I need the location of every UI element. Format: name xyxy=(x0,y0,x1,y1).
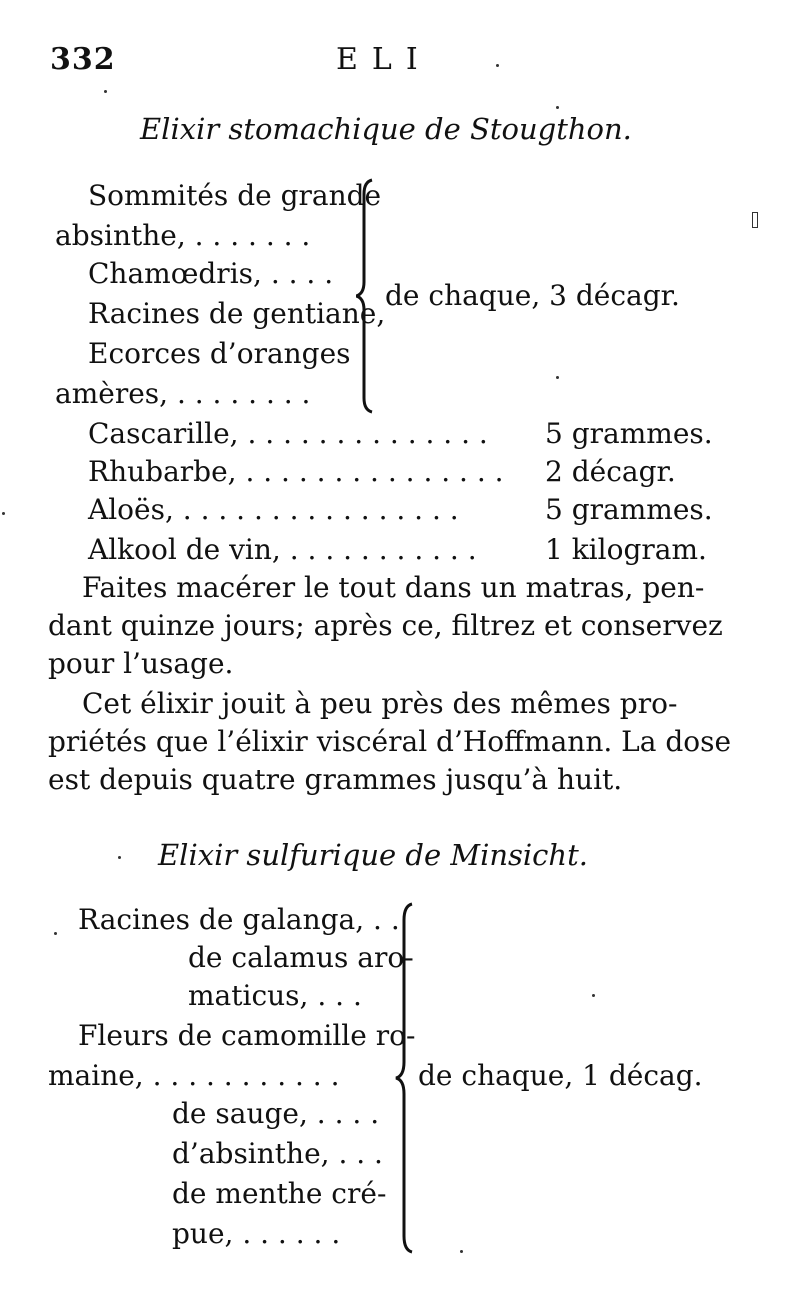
ingredient-line: Racines de gentiane, xyxy=(88,297,386,330)
group-quantity: de chaque, 3 décagr. xyxy=(385,279,680,312)
ingredient-line: Ecorces d’oranges xyxy=(88,337,351,370)
scan-speck xyxy=(2,512,5,515)
ingredient-line: maticus, . . . xyxy=(188,979,362,1012)
paragraph-line: dant quinze jours; après ce, filtrez et conservez xyxy=(48,609,723,642)
ingredient-line: pue, . . . . . . xyxy=(172,1217,341,1250)
scan-speck xyxy=(556,106,559,109)
curly-brace xyxy=(356,178,382,414)
recipe-title: Elixir stomachique de Stougthon. xyxy=(140,112,632,146)
ingredient-line: amères, . . . . . . . . xyxy=(55,377,311,410)
ingredient-line: Racines de galanga, . . xyxy=(78,903,400,936)
page-number: 332 xyxy=(50,42,116,77)
scan-speck xyxy=(496,64,499,67)
ingredient-line: Fleurs de camomille ro- xyxy=(78,1019,416,1052)
ingredient-line: d’absinthe, . . . xyxy=(172,1137,383,1170)
ingredient-line: Chamœdris, . . . . xyxy=(88,257,334,290)
scan-speck xyxy=(592,994,595,997)
paragraph-line: pour l’usage. xyxy=(48,647,234,680)
ingredient-amount: 5 grammes. xyxy=(545,417,713,450)
ingredient-amount: 1 kilogram. xyxy=(545,533,707,566)
ingredient-name: Aloës, . . . . . . . . . . . . . . . . xyxy=(88,493,459,526)
ingredient-name: Rhubarbe, . . . . . . . . . . . . . . . xyxy=(88,455,504,488)
paragraph-line: est depuis quatre grammes jusqu’à huit. xyxy=(48,763,623,796)
ingredient-line: maine, . . . . . . . . . . . xyxy=(48,1059,340,1092)
scan-speck xyxy=(54,932,57,935)
paragraph-line: priétés que l’élixir viscéral d’Hoffmann. La dose xyxy=(48,725,732,758)
scan-speck xyxy=(118,856,121,859)
ingredient-line: de calamus aro- xyxy=(188,941,414,974)
ingredient-line: absinthe, . . . . . . . xyxy=(55,219,311,252)
ingredient-amount: 2 décagr. xyxy=(545,455,676,488)
scan-mark xyxy=(752,212,758,228)
scan-speck xyxy=(104,90,107,93)
group-quantity: de chaque, 1 décag. xyxy=(418,1059,703,1092)
ingredient-line: Sommités de grande xyxy=(88,179,382,212)
scan-speck xyxy=(460,1250,463,1253)
ingredient-amount: 5 grammes. xyxy=(545,493,713,526)
ingredient-name: Cascarille, . . . . . . . . . . . . . . xyxy=(88,417,488,450)
running-head: ELI xyxy=(336,42,432,77)
recipe-title: Elixir sulfurique de Minsicht. xyxy=(158,838,588,872)
ingredient-name: Alkool de vin, . . . . . . . . . . . xyxy=(88,533,477,566)
paragraph-line: Cet élixir jouit à peu près des mêmes pro- xyxy=(82,687,678,720)
paragraph-line: Faites macérer le tout dans un matras, pen- xyxy=(82,571,705,604)
scan-speck xyxy=(556,376,559,379)
ingredient-line: de sauge, . . . . xyxy=(172,1097,380,1130)
ingredient-line: de menthe cré- xyxy=(172,1177,387,1210)
